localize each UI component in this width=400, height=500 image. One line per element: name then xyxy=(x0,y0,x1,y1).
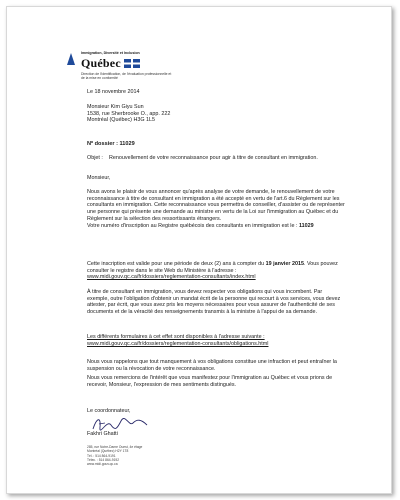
dossier-number: Nº dossier : 11029 xyxy=(87,141,135,147)
footer-website[interactable]: www.midi.gouv.qc.ca xyxy=(87,462,118,467)
quebec-logo xyxy=(65,51,175,80)
signer-name: Fakhri Ghatti xyxy=(87,431,118,437)
footer-line-1: 285, rue Notre-Dame Ouest, 4e étage xyxy=(87,445,143,449)
validity-text-a: Cette inscription est valide pour une période de deux (2) ans à compter du xyxy=(87,261,265,267)
registry-link[interactable]: www.midi.gouv.qc.ca/fr/dossiers/reglementation-consultants/index.html xyxy=(87,274,256,281)
approval-text: Nous avons le plaisir de vous annoncer qu'après analyse de votre demande, le renouvellement de votre reconnaissance à titre de consultant en immigration a été accepté en vertu de l'art.6 du Règlement sur les consultants en immigration. Cette reconnaissance vous permettra de conseiller, d'assister ou de représenter une personne qui présente une demande au ministre en vertu de la Loi sur l'immigration au Québec et du Règlement sur la sélection des ressortissants étrangers. xyxy=(87,189,345,222)
recipient-address xyxy=(87,104,345,124)
recipient-city: Montréal (Québec) H3G 1L5 xyxy=(87,117,156,124)
forms-link[interactable]: www.midi.gouv.qc.ca/fr/dossiers/reglementation-consultants/obligations.html xyxy=(87,340,269,347)
paragraph-reminder: Nous vous rappelons que tout manquement à vos obligations constitue une infraction et peut entraîner la suspension ou la révocation de votre reconnaissance. xyxy=(87,359,337,372)
footer-line-3: Tél. : 514 864-9191 xyxy=(87,453,116,458)
forms-text: Les différents formulaires à cet effet sont disponibles à l'adresse suivante : xyxy=(87,334,265,340)
footer-line-2: Montréal (Québec) H2Y 1T8 xyxy=(87,449,129,454)
paragraph-validity xyxy=(87,261,345,281)
objet-label: Objet : xyxy=(87,155,103,161)
objet-line xyxy=(87,155,345,162)
paragraph-obligations: À titre de consultant en immigration, vous devez respecter vos obligations qui vous incombent. Par exemple, outre l'obligation d'obtenir un mandat écrit de la personne qui recourt à vos services, vous devez attester, par écrit, que vous avez pris les moyens nécessaires pour vous assurer de l'authenticité de ses documents et de la véracité des renseignements transmis à la ministre à l'appui de sa demande. xyxy=(87,289,341,316)
letter-date: Le 18 novembre 2014 xyxy=(87,89,140,95)
letter-page xyxy=(6,6,392,494)
recipient-street: 1538, rue Sherbrooke O., app. 222 xyxy=(87,110,171,117)
fleurdelise-flag-icon xyxy=(124,59,140,68)
footer-address xyxy=(87,445,207,466)
paragraph-thanks: Nous vous remercions de l'intérêt que vous manifestez pour l'immigration au Québec et vous prions de recevoir, Monsieur, l'expression de mes sentiments distingués. xyxy=(87,375,333,388)
validity-text-b: . Vous pouvez consulter le registre dans le site Web du Ministère à l'adresse : xyxy=(87,261,338,274)
direction-label: Direction de l'identification, de l'évaluation professionnelle et de la mise en conformité xyxy=(81,72,172,81)
paragraph-forms xyxy=(87,334,345,347)
footer-line-4: Télec. : 514 864-9192 xyxy=(87,457,120,462)
ministry-label: Immigration, Diversité et Inclusion xyxy=(81,51,140,55)
paragraph-approval xyxy=(87,189,345,229)
registry-number: 11029 xyxy=(298,222,314,229)
recipient-name: Monsieur Kim Giyu Sun xyxy=(87,104,144,110)
ministry-mark-icon xyxy=(65,51,78,67)
validity-date: 19 janvier 2015 xyxy=(265,261,304,267)
registry-prefix: Votre numéro d'inscription au Registre québécois des consultants en immigration est le : xyxy=(87,222,298,229)
objet-text: Renouvellement de votre reconnaissance pour agir à titre de consultant en immigration. xyxy=(109,155,318,161)
brand-wordmark: Québec xyxy=(81,56,121,71)
salutation: Monsieur, xyxy=(87,175,111,181)
closing-line: Le coordonnateur, xyxy=(87,408,131,414)
